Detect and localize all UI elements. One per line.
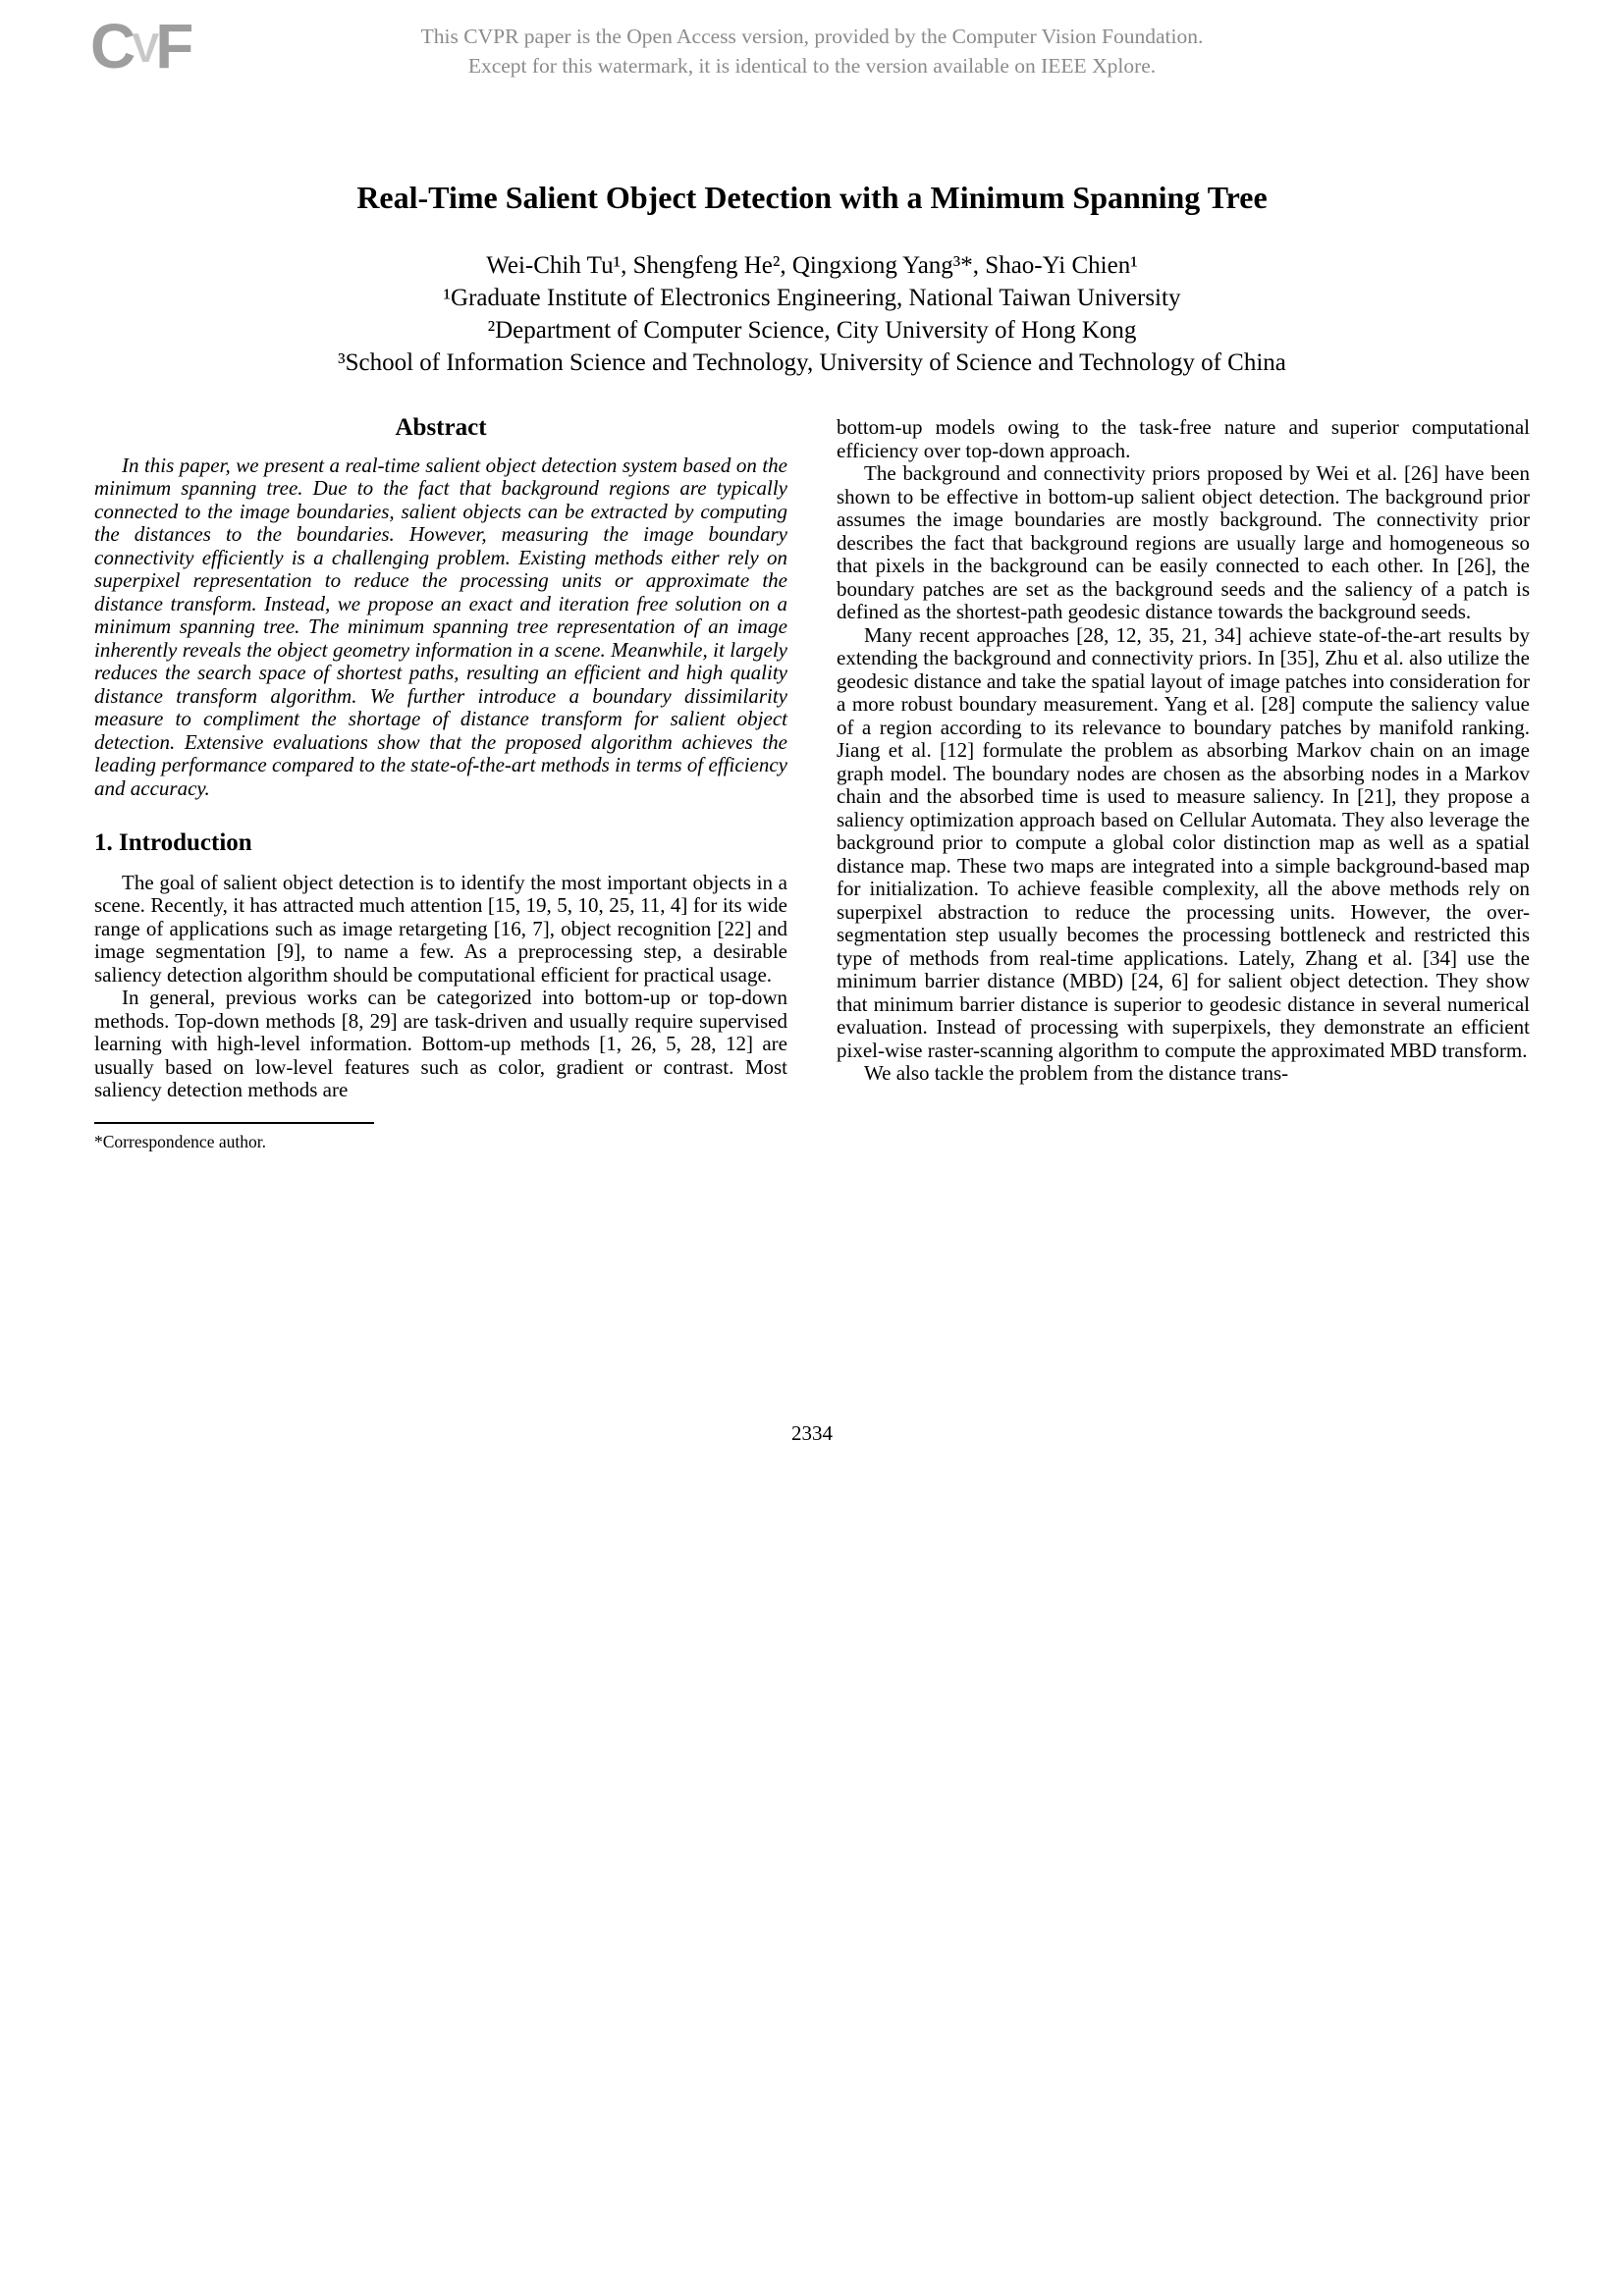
right-column: [837, 416, 1530, 1153]
introduction-heading: 1. Introduction: [94, 829, 252, 856]
author-block: [0, 249, 1624, 379]
left-column: [94, 416, 787, 1153]
abstract-heading: Abstract: [395, 414, 487, 441]
cvf-logo-letter-c: C: [90, 11, 133, 81]
abstract-text: In this paper, we present a real-time salient object detection system based on the minimum spanning tree. Due to the fact that background regions are typically connected to the image boundaries, salient objects can be extracted by computing the distances to the boundaries. However, measuring the image boundary connectivity efficiently is a challenging problem. Existing methods either rely on superpixel representation to reduce the processing units or approximate the distance transform. Instead, we propose an exact and iteration free solution on a minimum spanning tree. The minimum spanning tree representation of an image inherently reveals the object geometry information in a scene. Meanwhile, it largely reduces the search space of shortest paths, resulting an efficient and high quality distance transform algorithm. We further introduce a boundary dissimilarity measure to compliment the shortage of distance transform for salient object detection. Extensive evaluations show that the proposed algorithm achieves the leading performance compared to the state-of-the-art methods in terms of efficiency and accuracy.: [94, 453, 787, 800]
footnote-rule: [94, 1122, 374, 1124]
affiliation-2: ²Department of Computer Science, City University of Hong Kong: [487, 317, 1137, 344]
author-line: Wei-Chih Tu¹, Shengfeng He², Qingxiong Yang³*, Shao-Yi Chien¹: [486, 252, 1138, 279]
cvf-logo-letter-f: F: [155, 11, 190, 81]
footnote-text: *Correspondence author.: [94, 1131, 266, 1151]
footnote: [94, 1122, 787, 1154]
watermark-line-1: This CVPR paper is the Open Access version, provided by the Computer Vision Foundation.: [420, 25, 1204, 48]
open-access-watermark: [0, 22, 1624, 80]
watermark-line-2: Except for this watermark, it is identical to the version available on IEEE Xplore.: [467, 54, 1157, 78]
page-number: 2334: [791, 1421, 833, 1445]
intro-paragraph-1: The goal of salient object detection is to identify the most important objects in a scene. Recently, it has attracted much attention [15, 19, 5, 10, 25, 11, 4] for its wide range of applications such as image retargeting [16, 7], object recognition [22] and image segmentation [9], to name a few. As a preprocessing step, a desirable saliency detection algorithm should be computational efficient for practical usage.: [94, 870, 787, 987]
col2-paragraph-2: The background and connectivity priors proposed by Wei et al. [26] have been shown to be effective in bottom-up salient object detection. The background prior assumes the image boundaries are mostly background. The connectivity prior describes the fact that background regions are usually large and homogeneous so that pixels in the background can be easily connected to each other. In [26], the boundary patches are set as the background seeds and the saliency of a patch is defined as the shortest-path geodesic distance towards the background seeds.: [837, 461, 1530, 623]
cvf-logo-letter-v: V: [132, 25, 156, 71]
affiliation-3: ³School of Information Science and Technology, University of Science and Technology of China: [338, 349, 1286, 376]
col2-paragraph-4: We also tackle the problem from the distance trans-: [864, 1061, 1289, 1085]
paper-title: Real-Time Salient Object Detection with a Minimum Spanning Tree: [356, 180, 1268, 215]
col2-paragraph-3: Many recent approaches [28, 12, 35, 21, 34] achieve state-of-the-art results by extending the background and connectivity priors. In [35], Zhu et al. also utilize the geodesic distance and take the spatial layout of image patches into consideration for a more robust boundary measurement. Yang et al. [28] compute the saliency value of a region according to its relevance to boundary patches by manifold ranking. Jiang et al. [12] formulate the problem as absorbing Markov chain on an image graph model. The boundary nodes are chosen as the absorbing nodes in a Markov chain and the absorbed time is used to measure saliency. In [21], they propose a saliency optimization approach based on Cellular Automata. They also leverage the background prior to compute a global color distinction map as well as a spatial distance map. These two maps are integrated into a simple background-based map for initialization. To achieve feasible complexity, all the above methods rely on superpixel abstraction to reduce the processing units. However, the over-segmentation step usually becomes the processing bottleneck and restricted this type of methods from real-time applications. Lately, Zhang et al. [34] use the minimum barrier distance (MBD) [24, 6] for salient object detection. They show that minimum barrier distance is superior to geodesic distance in several numerical evaluation. Instead of processing with superpixels, they demonstrate an efficient pixel-wise raster-scanning algorithm to compute the approximated MBD transform.: [837, 622, 1530, 1062]
intro-paragraph-2: In general, previous works can be categorized into bottom-up or top-down methods. Top-down methods [8, 29] are task-driven and usually require supervised learning with high-level information. Bottom-up methods [1, 26, 5, 28, 12] are usually based on low-level features such as color, gradient or contrast. Most saliency detection methods are: [94, 986, 787, 1101]
affiliation-1: ¹Graduate Institute of Electronics Engineering, National Taiwan University: [443, 285, 1181, 311]
body-columns: [94, 416, 1530, 1153]
col2-paragraph-1: bottom-up models owing to the task-free nature and superior computational efficiency over top-down approach.: [837, 415, 1530, 462]
